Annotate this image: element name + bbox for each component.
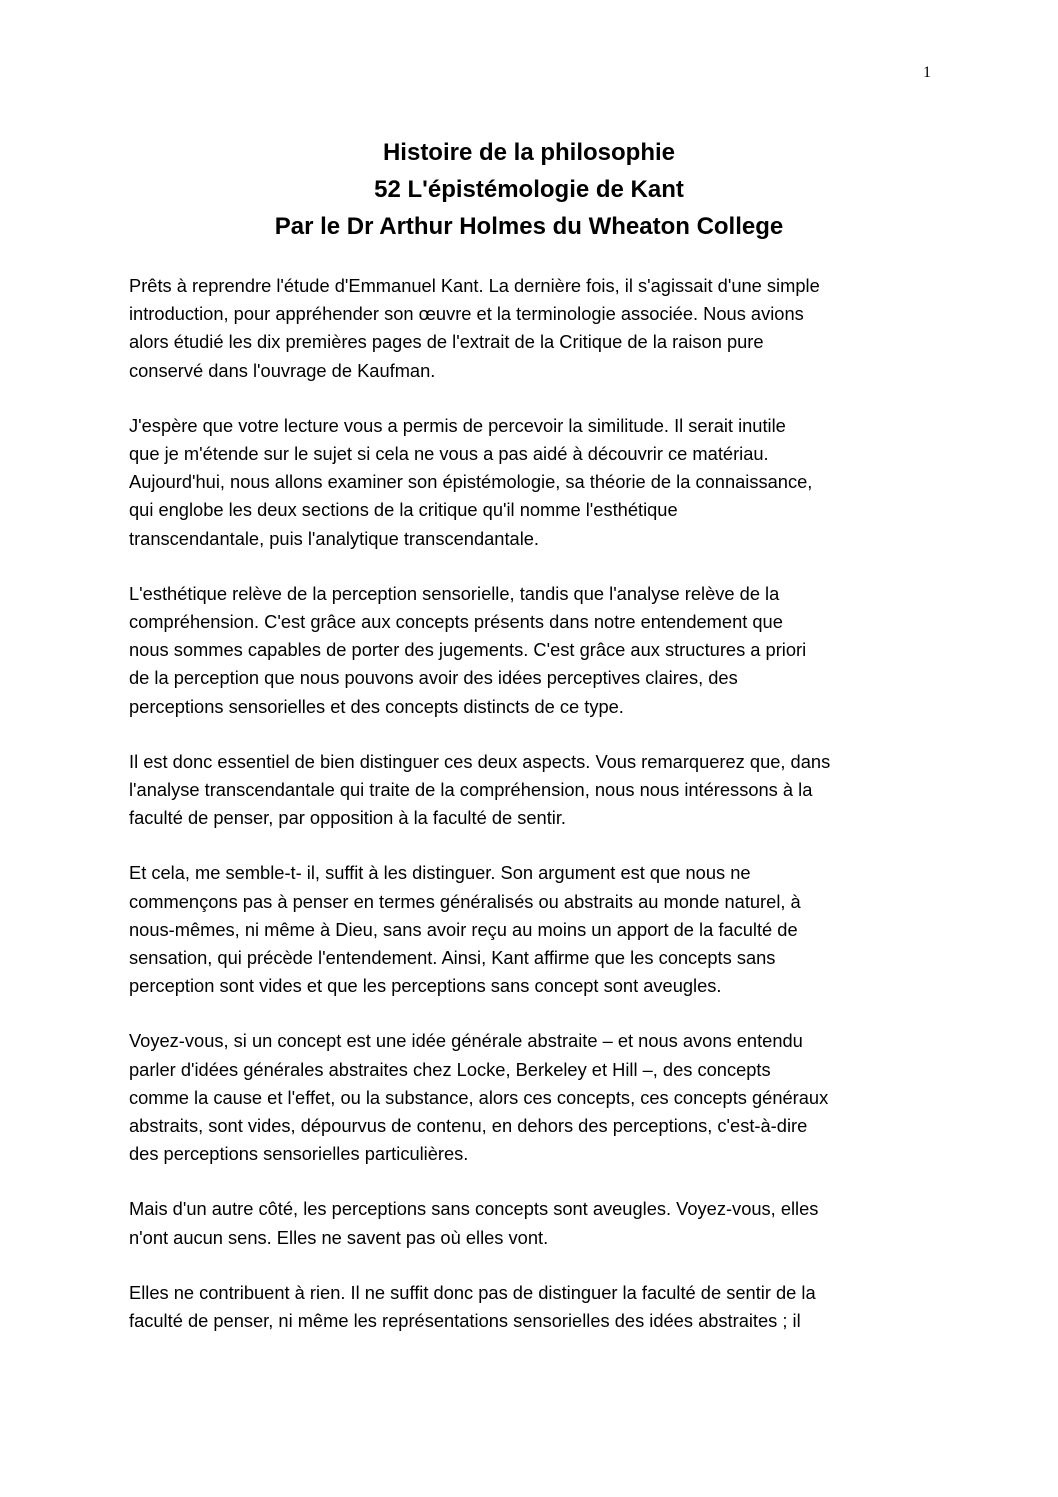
paragraph bbox=[129, 272, 930, 385]
text-line: alors étudié les dix premières pages de l'extrait de la Critique de la raison pure bbox=[129, 331, 764, 353]
paragraph bbox=[129, 1027, 930, 1168]
text-line: Il est donc essentiel de bien distinguer ces deux aspects. Vous remarquerez que, dans bbox=[129, 750, 831, 772]
text-line: L'esthétique relève de la perception sensorielle, tandis que l'analyse relève de la bbox=[129, 582, 780, 604]
text-line: compréhension. C'est grâce aux concepts présents dans notre entendement que bbox=[129, 611, 783, 633]
text-line: conservé dans l'ouvrage de Kaufman. bbox=[129, 359, 436, 381]
text-line: nous-mêmes, ni même à Dieu, sans avoir reçu au moins un apport de la faculté de bbox=[129, 918, 798, 940]
text-line: Prêts à reprendre l'étude d'Emmanuel Kant. La dernière fois, il s'agissait d'une simple bbox=[129, 275, 820, 296]
text-line: abstraits, sont vides, dépourvus de contenu, en dehors des perceptions, c'est-à-dire bbox=[129, 1115, 808, 1137]
paragraph bbox=[129, 580, 930, 721]
text-line: perception sont vides et que les perceptions sans concept sont aveugles. bbox=[129, 975, 722, 997]
paragraph bbox=[129, 1195, 930, 1251]
text-line: introduction, pour appréhender son œuvre et la terminologie associée. Nous avions bbox=[129, 303, 804, 325]
text-line: l'analyse transcendantale qui traite de la compréhension, nous nous intéressons à la bbox=[129, 779, 813, 801]
paragraph bbox=[129, 859, 930, 1000]
title-author: Par le Dr Arthur Holmes du Wheaton College bbox=[274, 213, 784, 240]
text-line: faculté de penser, par opposition à la faculté de sentir. bbox=[129, 807, 567, 829]
text-line: de la perception que nous pouvons avoir des idées perceptives claires, des bbox=[129, 667, 738, 689]
text-line: Aujourd'hui, nous allons examiner son épistémologie, sa théorie de la connaissance, bbox=[129, 471, 813, 493]
text-line: Voyez-vous, si un concept est une idée générale abstraite – et nous avons entendu bbox=[129, 1030, 803, 1052]
text-line: n'ont aucun sens. Elles ne savent pas où elles vont. bbox=[129, 1226, 549, 1248]
text-line: qui englobe les deux sections de la critique qu'il nomme l'esthétique bbox=[129, 499, 678, 521]
text-line: sensation, qui précède l'entendement. Ainsi, Kant affirme que les concepts sans bbox=[129, 947, 776, 969]
text-line: perceptions sensorielles et des concepts distincts de ce type. bbox=[129, 695, 624, 717]
title-series: Histoire de la philosophie bbox=[382, 139, 676, 166]
text-line: comme la cause et l'effet, ou la substance, alors ces concepts, ces concepts généraux bbox=[129, 1086, 829, 1108]
body-text bbox=[129, 272, 930, 1362]
text-line: commençons pas à penser en termes généralisés ou abstraits au monde naturel, à bbox=[129, 890, 801, 912]
text-line: Mais d'un autre côté, les perceptions sans concepts sont aveugles. Voyez-vous, elles bbox=[129, 1198, 819, 1220]
text-line: parler d'idées générales abstraites chez Locke, Berkeley et Hill –, des concepts bbox=[129, 1058, 771, 1080]
paragraph bbox=[129, 748, 930, 833]
text-line: des perceptions sensorielles particulières. bbox=[129, 1143, 469, 1165]
text-line: nous sommes capables de porter des jugements. C'est grâce aux structures a priori bbox=[129, 639, 807, 661]
text-line: Elles ne contribuent à rien. Il ne suffit donc pas de distinguer la faculté de sentir de la bbox=[129, 1281, 816, 1303]
paragraph bbox=[129, 412, 930, 553]
text-line: transcendantale, puis l'analytique transcendantale. bbox=[129, 527, 540, 549]
title-lecture: 52 L'épistémologie de Kant bbox=[374, 176, 684, 203]
document-title bbox=[100, 134, 958, 245]
text-line: faculté de penser, ni même les représentations sensorielles des idées abstraites ; il bbox=[129, 1310, 801, 1332]
text-line: que je m'étende sur le sujet si cela ne vous a pas aidé à découvrir ce matériau. bbox=[129, 443, 769, 465]
text-line: J'espère que votre lecture vous a permis de percevoir la similitude. Il serait inutile bbox=[129, 414, 786, 436]
page-number: 1 bbox=[923, 64, 931, 81]
text-line: Et cela, me semble-t- il, suffit à les distinguer. Son argument est que nous ne bbox=[129, 862, 751, 884]
paragraph bbox=[129, 1279, 930, 1335]
